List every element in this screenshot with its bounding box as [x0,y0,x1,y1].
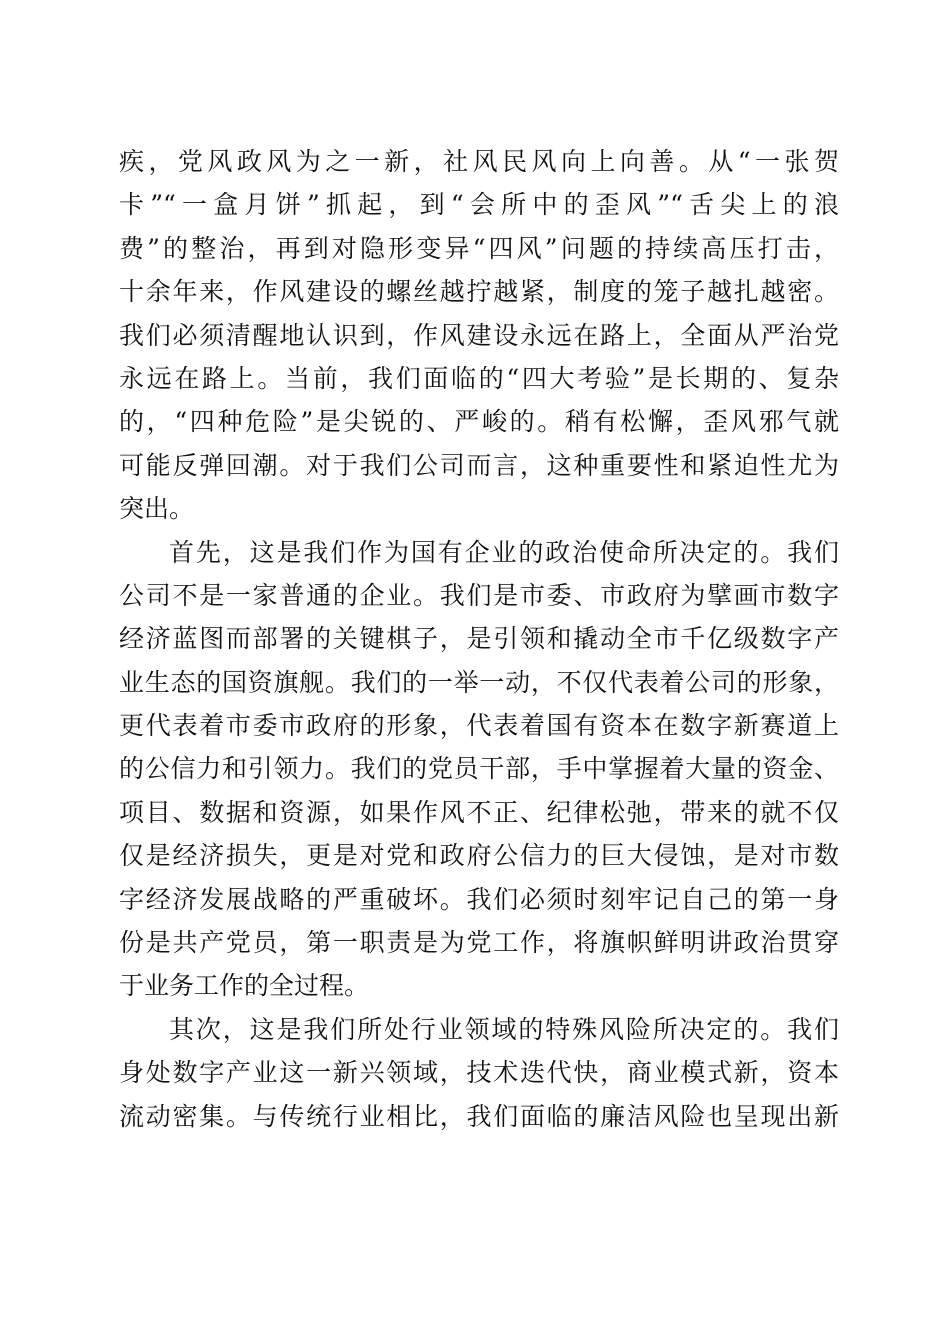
text-line: 更代表着市委市政府的形象，代表着国有资本在数字新赛道上 [119,711,839,741]
text-line: 身处数字产业这一新兴领域，技术迭代快，商业模式新，资本 [119,1058,839,1088]
text-line: 永远在路上。当前，我们面临的“四大考验”是长期的、复杂 [119,363,839,393]
text-line: 的公信力和引领力。我们的党员干部，手中掌握着大量的资金、 [119,754,839,784]
text-line: 首先，这是我们作为国有企业的政治使命所决定的。我们 [169,537,839,567]
text-line: 仅是经济损失，更是对党和政府公信力的巨大侵蚀，是对市数 [119,841,839,871]
text-line: 卡”“一盒月饼”抓起，到“会所中的歪风”“舌尖上的浪 [119,190,839,220]
text-line: 项目、数据和资源，如果作风不正、纪律松弛，带来的就不仅 [119,797,839,827]
text-line: 疾，党风政风为之一新，社风民风向上向善。从“一张贺 [119,147,839,176]
text-line: 流动密集。与传统行业相比，我们面临的廉洁风险也呈现出新 [119,1101,839,1131]
paragraph-2 [119,531,839,1008]
text-line: 经济蓝图而部署的关键棋子，是引领和撬动全市千亿级数字产 [119,624,839,654]
text-line: 我们必须清醒地认识到，作风建设永远在路上，全面从严治党 [119,320,839,350]
text-line: 的，“四种危险”是尖锐的、严峻的。稍有松懈，歪风邪气就 [119,407,839,437]
paragraph-3 [119,1008,839,1138]
text-line: 十余年来，作风建设的螺丝越拧越紧，制度的笼子越扎越密。 [119,277,839,307]
text-line: 公司不是一家普通的企业。我们是市委、市政府为擘画市数字 [119,580,839,610]
text-line: 份是共产党员，第一职责是为党工作，将旗帜鲜明讲政治贯穿 [119,928,839,958]
text-line: 字经济发展战略的严重破坏。我们必须时刻牢记自己的第一身 [119,884,839,914]
text-line: 于业务工作的全过程。 [119,971,370,1001]
text-line: 其次，这是我们所处行业领域的特殊风险所决定的。我们 [169,1014,839,1044]
text-line: 费”的整治，再到对隐形变异“四风”问题的持续高压打击， [119,233,839,263]
paragraph-1 [119,140,839,531]
text-line: 突出。 [119,494,195,524]
document-body [119,140,839,1138]
text-line: 可能反弹回潮。对于我们公司而言，这种重要性和紧迫性尤为 [119,450,839,480]
text-line: 业生态的国资旗舰。我们的一举一动，不仅代表着公司的形象， [119,667,839,697]
